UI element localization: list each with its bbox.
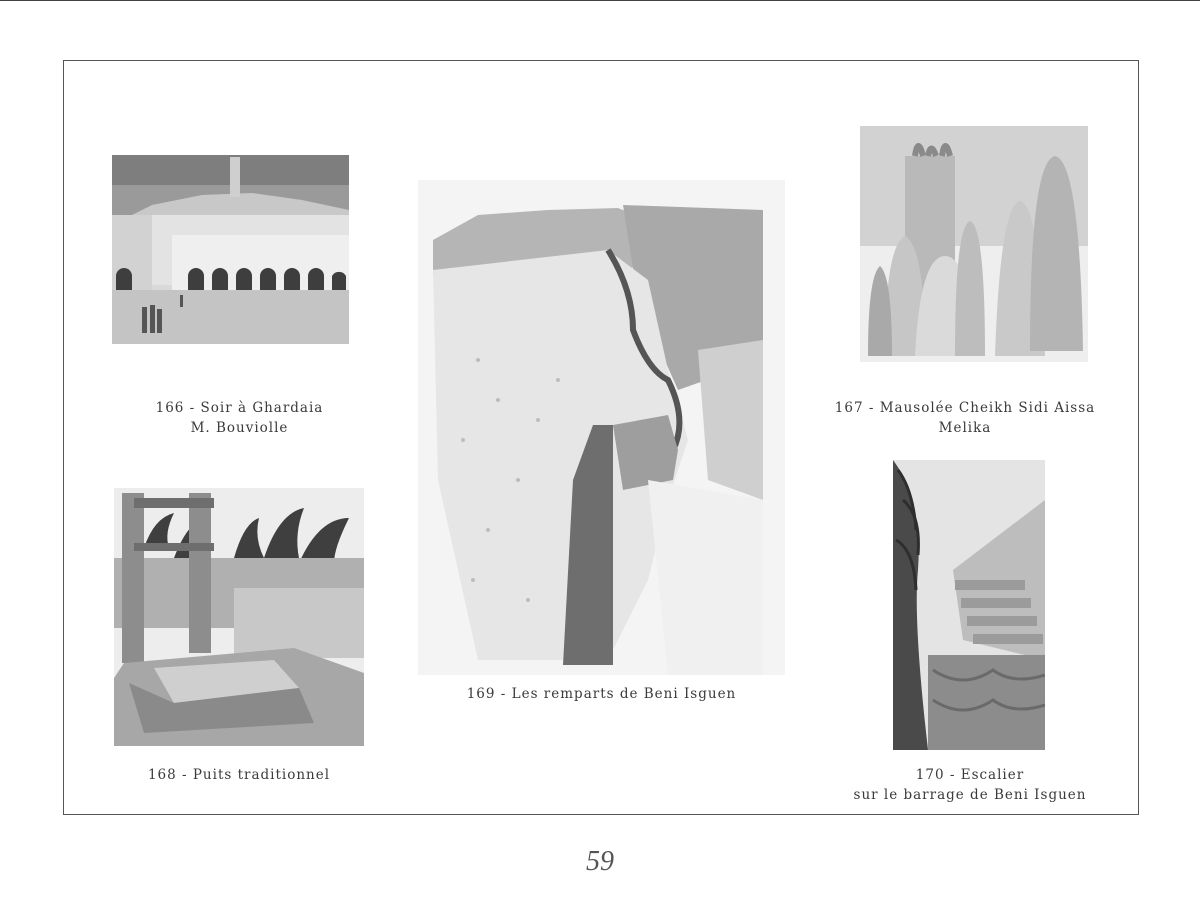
- caption-line: 166 - Soir à Ghardaia: [155, 400, 324, 416]
- photo-ghardaia-town: [112, 155, 349, 344]
- caption-169: [418, 684, 785, 704]
- caption-line: 170 - Escalier: [915, 767, 1025, 783]
- caption-line: M. Bouviolle: [190, 420, 289, 436]
- caption-167: [820, 398, 1110, 438]
- caption-166: [112, 398, 367, 438]
- caption-line: Melika: [938, 420, 992, 436]
- mausoleum-icon: [860, 126, 1088, 362]
- well-icon: [114, 488, 364, 746]
- photo-ramparts: [418, 180, 785, 675]
- stairway-icon: [893, 460, 1045, 750]
- page-number: 59: [586, 846, 614, 877]
- caption-line: 167 - Mausolée Cheikh Sidi Aissa: [834, 400, 1096, 416]
- photo-well: [114, 488, 364, 746]
- photo-mausoleum: [860, 126, 1088, 362]
- caption-170: [830, 765, 1110, 805]
- caption-line: sur le barrage de Beni Isguen: [853, 787, 1087, 803]
- caption-168: [114, 765, 364, 785]
- photo-stairway: [893, 460, 1045, 750]
- caption-line: 168 - Puits traditionnel: [147, 767, 331, 783]
- top-rule: [0, 0, 1200, 1]
- caption-line: 169 - Les remparts de Beni Isguen: [466, 686, 737, 702]
- ghardaia-town-icon: [112, 155, 349, 344]
- ramparts-icon: [418, 180, 785, 675]
